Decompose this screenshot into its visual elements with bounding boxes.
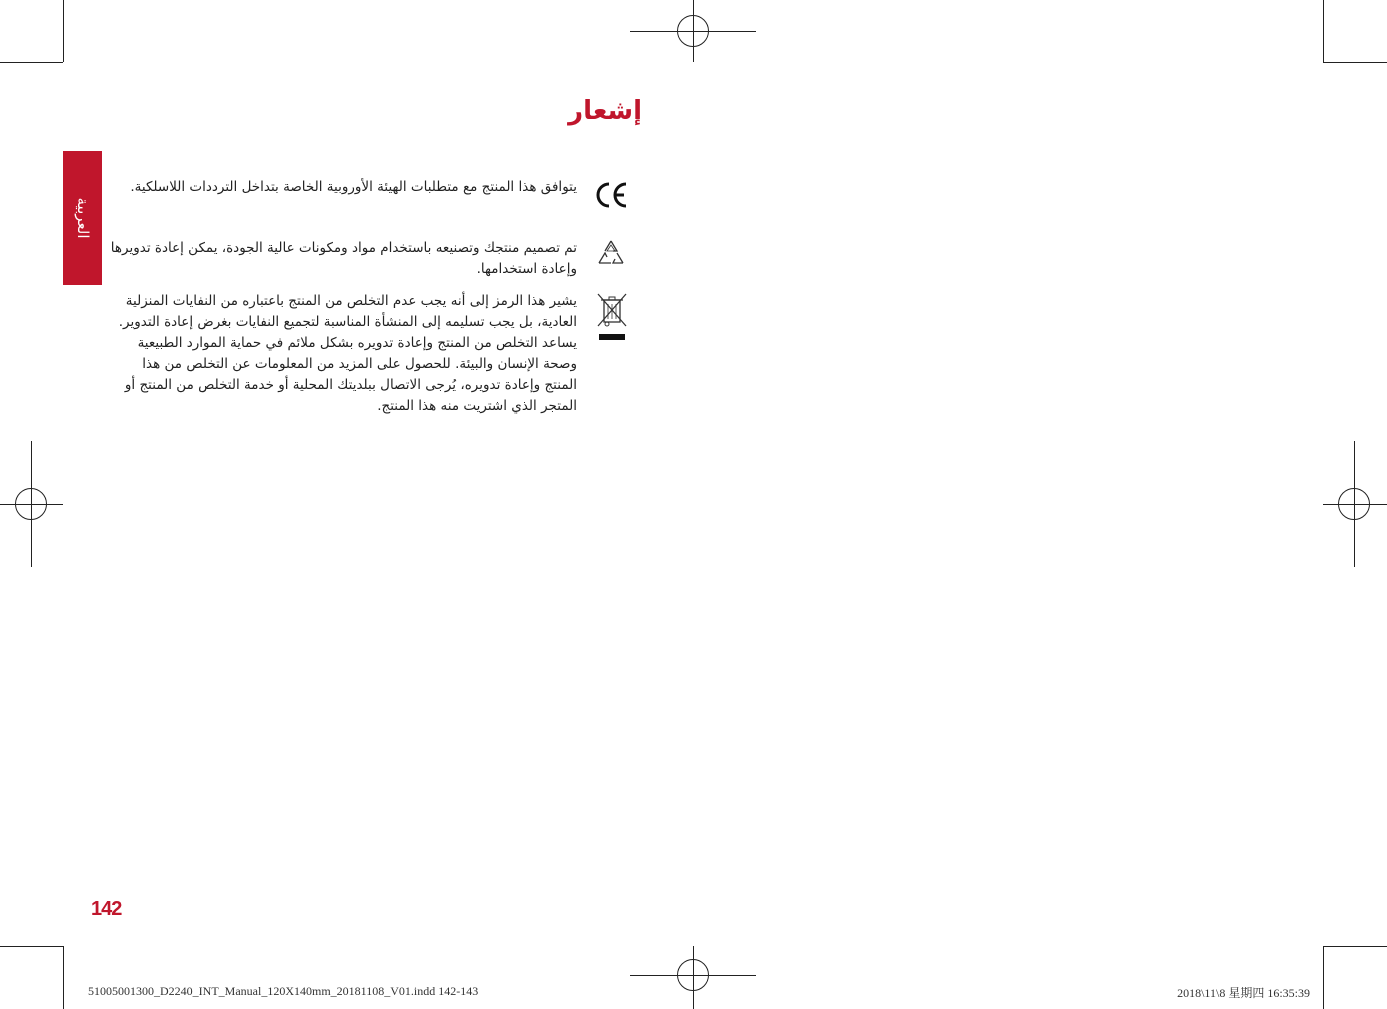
notice-weee-text: يشير هذا الرمز إلى أنه يجب عدم التخلص من المنتج باعتباره من النفايات المنزلية العادية، بل يجب تسليمه إلى المنشأة المناسبة لتجميع النفايات بغرض إعادة التدوير. يساعد التخلص من المنتج وإعادة تدويره بشكل ملائم في حماية الموارد الطبيعية وصحة الإنسان والبيئة. للحصول على المزيد من المعلومات عن التخلص من هذا المنتج وإعادة تدويره، يُرجى الاتصال ببلديتك المحلية أو خدمة التخلص من المنتج أو المتجر الذي اشتريت منه هذا المنتج. bbox=[118, 293, 577, 414]
recycle-icon bbox=[595, 239, 627, 267]
ce-mark-icon bbox=[593, 181, 629, 209]
footer-timestamp: 2018\11\8 星期四 16:35:39 bbox=[1177, 986, 1310, 1000]
notice-recycle-text: تم تصميم منتجك وتصنيعه باستخدام مواد ومكونات عالية الجودة، يمكن إعادة تدويرها وإعادة استخدامها. bbox=[110, 240, 577, 277]
language-side-tab bbox=[63, 151, 102, 285]
notice-ce-text: يتوافق هذا المنتج مع متطلبات الهيئة الأوروبية الخاصة بتداخل الترددات اللاسلكية. bbox=[130, 179, 577, 195]
footer-file-info: 51005001300_D2240_INT_Manual_120X140mm_20181108_V01.indd 142-143 bbox=[88, 984, 479, 998]
crossed-bin-icon bbox=[596, 292, 628, 342]
page-number: 142 bbox=[91, 898, 122, 920]
page-title: إشعار bbox=[568, 96, 642, 126]
language-tab-label: العربية bbox=[73, 197, 92, 239]
